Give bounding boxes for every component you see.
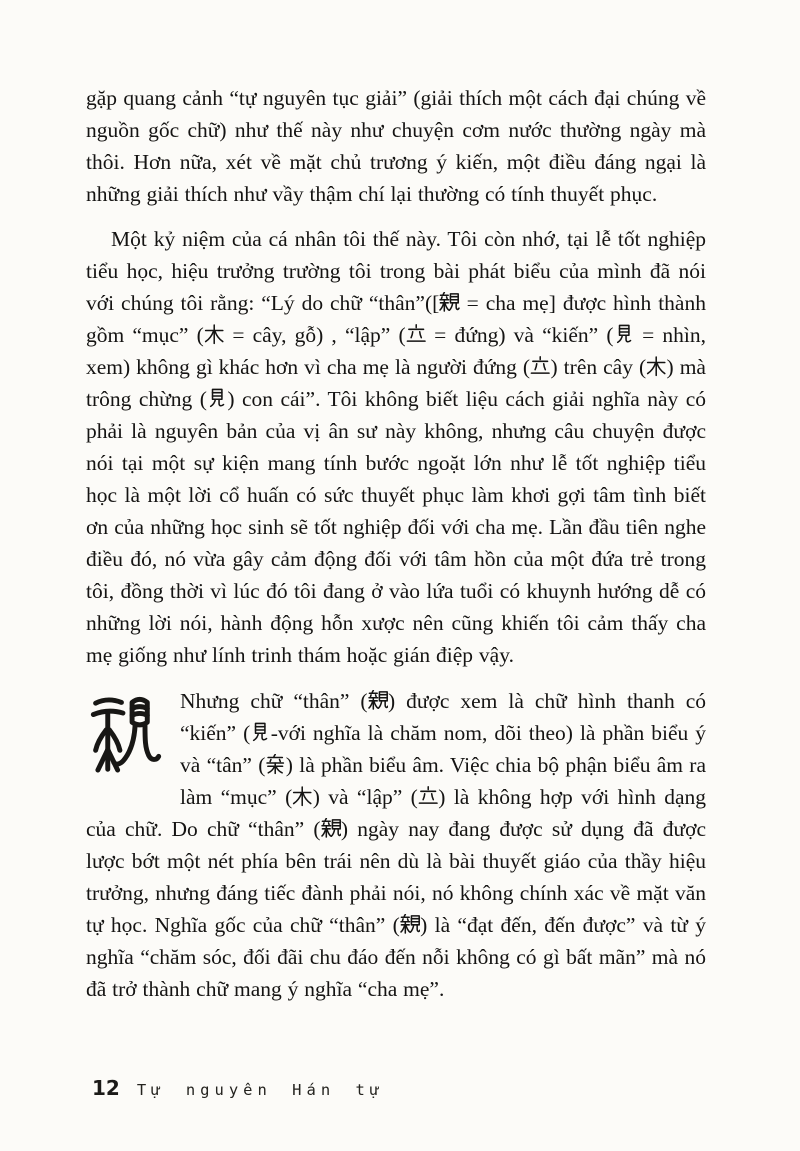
cjk-character-glyph — [418, 786, 438, 806]
paragraph-3-text: Nhưng chữ “thân” ( ) được xem là chữ hình thanh có “kiến” ( -với nghĩa là chăm nom, dõi theo) là phần biểu ý và “tân” ( ) là phần biểu âm. Việc chia bộ phận biểu âm ra làm “mục” ( ) và “lập” ( ) là không hợp với hình dạng của chữ. Do chữ “thân” ( ) ngày nay đang được sử dụng đã được lược bớt một nét phía bên trái nên dù là bài thuyết giáo của thầy hiệu trưởng, nhưng đáng tiếc đành phải nói, nó không chính xác về mặt văn tự học. Nghĩa gốc của chữ “thân” ( ) là “đạt đến, đến được” và từ ý nghĩa “chăm sóc, đối đãi chu đáo đến nỗi không có gì bất mãn” mà nó đã trở thành chữ mang ý nghĩa “cha mẹ”. — [86, 689, 707, 1001]
cjk-character-glyph — [250, 722, 270, 742]
cjk-character-glyph — [406, 324, 426, 344]
seal-script-glyph — [88, 690, 164, 784]
seal-script-illustration — [88, 690, 164, 784]
paragraph-3 — [86, 685, 706, 1005]
page-footer — [92, 1076, 384, 1100]
cjk-character-glyph — [204, 324, 224, 344]
cjk-character-glyph — [400, 914, 420, 934]
cjk-character-glyph — [321, 818, 341, 838]
cjk-character-glyph — [368, 690, 388, 710]
cjk-character-glyph — [292, 786, 312, 806]
text-block — [86, 82, 706, 1005]
paragraph-1: gặp quang cảnh “tự nguyên tục giải” (giải thích một cách đại chúng về nguồn gốc chữ) như thế này như chuyện cơm nước thường ngày mà thôi. Hơn nữa, xét về mặt chủ trương ý kiến, một điều đáng ngại là những giải thích như vầy thậm chí lại thường có tính thuyết phục. — [86, 86, 706, 206]
cjk-character-glyph — [265, 754, 285, 774]
running-title: Tự nguyên Hán tự — [136, 1081, 385, 1099]
cjk-character-glyph — [439, 292, 459, 312]
paragraph-2: Một kỷ niệm của cá nhân tôi thế này. Tôi còn nhớ, tại lễ tốt nghiệp tiểu học, hiệu trưởng trường tôi trong bài phát biểu của mình đã nói với chúng tôi rằng: “Lý do chữ “thân”([ = cha mẹ] được hình thành gồm “mục” ( = cây, gỗ) , “lập” ( = đứng) và “kiến” ( = nhìn, xem) không gì khác hơn vì cha mẹ là người đứng ( ) trên cây ( ) mà trông chừng ( ) con cái”. Tôi không biết liệu cách giải nghĩa này có phải là nguyên bản của vị ân sư này không, nhưng câu chuyện được nói tại một sự kiện mang tính bước ngoặt lớn như lễ tốt nghiệp tiểu học là một lời cổ huấn có sức thuyết phục làm khơi gợi tâm tình biết ơn của những học sinh sẽ tốt nghiệp đối với cha mẹ. Lần đầu tiên nghe điều đó, nó vừa gây cảm động đối với tâm hồn của một đứa trẻ trong tôi, đồng thời vì lúc đó tôi đang ở vào lứa tuổi có khuynh hướng dễ có những lời nói, hành động hỗn xược nên cũng khiến tôi cảm thấy cha mẹ giống như lính trinh thám hoặc gián điệp vậy. — [86, 227, 706, 667]
cjk-character-glyph — [530, 356, 550, 376]
cjk-character-glyph — [207, 388, 227, 408]
page-number: 12 — [92, 1076, 120, 1100]
cjk-character-glyph — [646, 356, 666, 376]
cjk-character-glyph — [614, 324, 634, 344]
